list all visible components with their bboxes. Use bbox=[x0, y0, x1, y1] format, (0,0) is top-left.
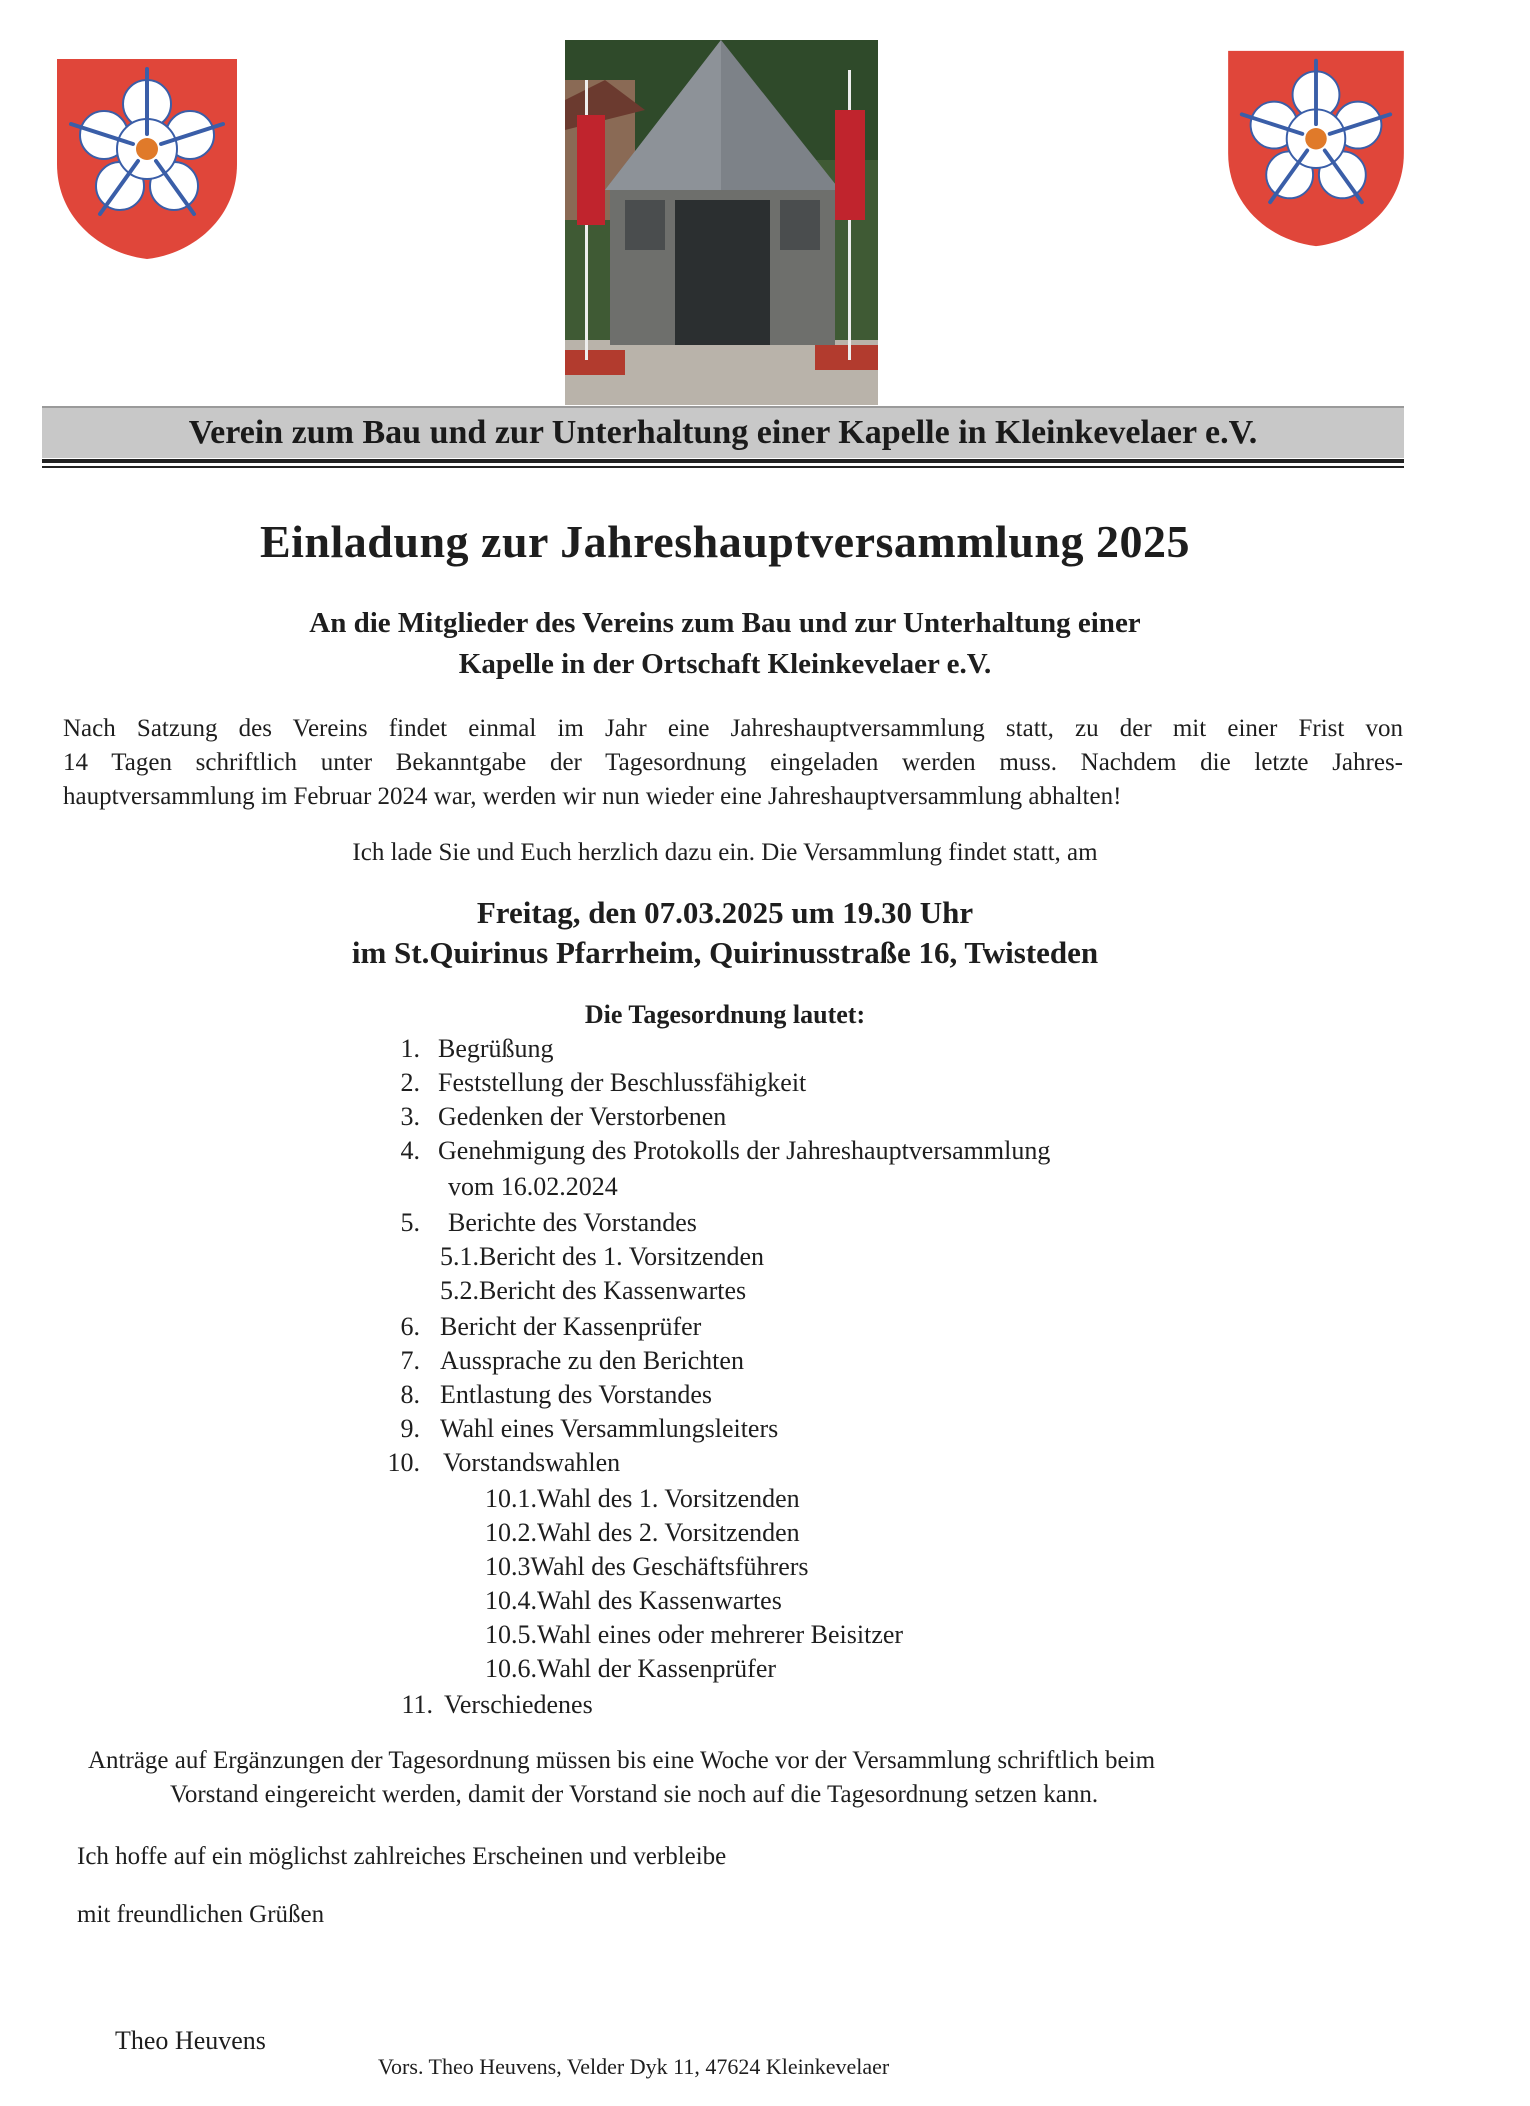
agenda-title: Die Tagesordnung lautet: bbox=[584, 1000, 866, 1029]
invite-line: Ich lade Sie und Euch herzlich dazu ein. Die Versammlung findet statt, am bbox=[352, 839, 1098, 866]
intro-line-2: 14 Tagen schriftlich unter Bekanntgabe der Tagesordnung eingeladen werden muss. Nachdem die letzte Jahres- bbox=[63, 749, 1403, 776]
coat-of-arms-right bbox=[1220, 46, 1412, 251]
agenda-item: Bericht der Kassenprüfer bbox=[440, 1312, 702, 1341]
intro-line-1: Nach Satzung des Vereins findet einmal im Jahr eine Jahreshauptversammlung statt, zu der mit einer Frist von bbox=[63, 715, 1403, 742]
coat-of-arms-left bbox=[52, 54, 242, 264]
agenda-item: Gedenken der Verstorbenen bbox=[438, 1102, 727, 1131]
banner-rule-thick bbox=[42, 459, 1404, 463]
agenda-number: 3. bbox=[400, 1102, 420, 1131]
agenda-number: 9. bbox=[400, 1414, 420, 1443]
agenda-number: 4. bbox=[400, 1136, 420, 1165]
subtitle-line-1: An die Mitglieder des Vereins zum Bau und zur Unterhaltung einer bbox=[309, 607, 1141, 639]
agenda-number: 2. bbox=[400, 1068, 420, 1097]
antraege-line-2: Vorstand eingereicht werden, damit der Vorstand sie noch auf die Tagesordnung setzen kann. bbox=[170, 1781, 1099, 1808]
agenda-item: Feststellung der Beschlussfähigkeit bbox=[438, 1068, 807, 1097]
agenda-item: Genehmigung des Protokolls der Jahreshauptversammlung bbox=[438, 1136, 1051, 1165]
agenda-number: 5. bbox=[400, 1208, 420, 1237]
agenda-number: 6. bbox=[400, 1312, 420, 1341]
agenda-subitem: 10.4.Wahl des Kassenwartes bbox=[485, 1586, 782, 1615]
agenda-item: Verschiedenes bbox=[444, 1690, 593, 1719]
agenda-subitem: 10.1.Wahl des 1. Vorsitzenden bbox=[485, 1484, 800, 1513]
event-location: im St.Quirinus Pfarrheim, Quirinusstraße 16, Twisteden bbox=[351, 935, 1099, 970]
agenda-subitem: 5.1.Bericht des 1. Vorsitzenden bbox=[440, 1242, 764, 1271]
footer-address: Vors. Theo Heuvens, Velder Dyk 11, 47624 Kleinkevelaer bbox=[378, 2054, 890, 2079]
agenda-item: Aussprache zu den Berichten bbox=[440, 1346, 744, 1375]
closing-line-1: Ich hoffe auf ein möglichst zahlreiches Erscheinen und verbleibe bbox=[77, 1843, 727, 1870]
agenda-item: Berichte des Vorstandes bbox=[448, 1208, 697, 1237]
agenda-number: 11. bbox=[401, 1690, 433, 1719]
banner-rule-thin bbox=[42, 466, 1404, 468]
agenda-subitem: 10.5.Wahl eines oder mehrerer Beisitzer bbox=[485, 1620, 904, 1649]
agenda-subitem: 10.6.Wahl der Kassenprüfer bbox=[485, 1654, 777, 1683]
agenda-number: 7. bbox=[400, 1346, 420, 1375]
agenda-item: Begrüßung bbox=[438, 1034, 554, 1063]
page-title: Einladung zur Jahreshauptversammlung 2025 bbox=[259, 516, 1191, 567]
event-date: Freitag, den 07.03.2025 um 19.30 Uhr bbox=[476, 895, 974, 930]
agenda-number: 8. bbox=[400, 1380, 420, 1409]
chapel-photo bbox=[565, 40, 878, 405]
signature-name: Theo Heuvens bbox=[115, 2026, 266, 2055]
agenda-subitem: 5.2.Bericht des Kassenwartes bbox=[440, 1276, 747, 1305]
agenda-item: Wahl eines Versammlungsleiters bbox=[440, 1414, 779, 1443]
agenda-item-continuation: vom 16.02.2024 bbox=[448, 1172, 618, 1201]
agenda-item: Vorstandswahlen bbox=[443, 1448, 621, 1477]
agenda-item: Entlastung des Vorstandes bbox=[440, 1380, 713, 1409]
agenda-subitem: 10.3Wahl des Geschäftsführers bbox=[485, 1552, 809, 1581]
association-banner bbox=[42, 406, 1404, 458]
agenda-subitem: 10.2.Wahl des 2. Vorsitzenden bbox=[485, 1518, 800, 1547]
closing-line-2: mit freundlichen Grüßen bbox=[77, 1901, 325, 1928]
intro-line-3: hauptversammlung im Februar 2024 war, werden wir nun wieder eine Jahreshauptversammlung abhalten! bbox=[63, 783, 1122, 810]
subtitle-line-2: Kapelle in der Ortschaft Kleinkevelaer e.V. bbox=[458, 648, 992, 680]
association-name: Verein zum Bau und zur Unterhaltung einer Kapelle in Kleinkevelaer e.V. bbox=[188, 414, 1258, 451]
agenda-number: 10. bbox=[387, 1448, 420, 1477]
antraege-line-1: Anträge auf Ergänzungen der Tagesordnung müssen bis eine Woche vor der Versammlung schriftlich beim bbox=[88, 1747, 1156, 1774]
agenda-number: 1. bbox=[400, 1034, 420, 1063]
